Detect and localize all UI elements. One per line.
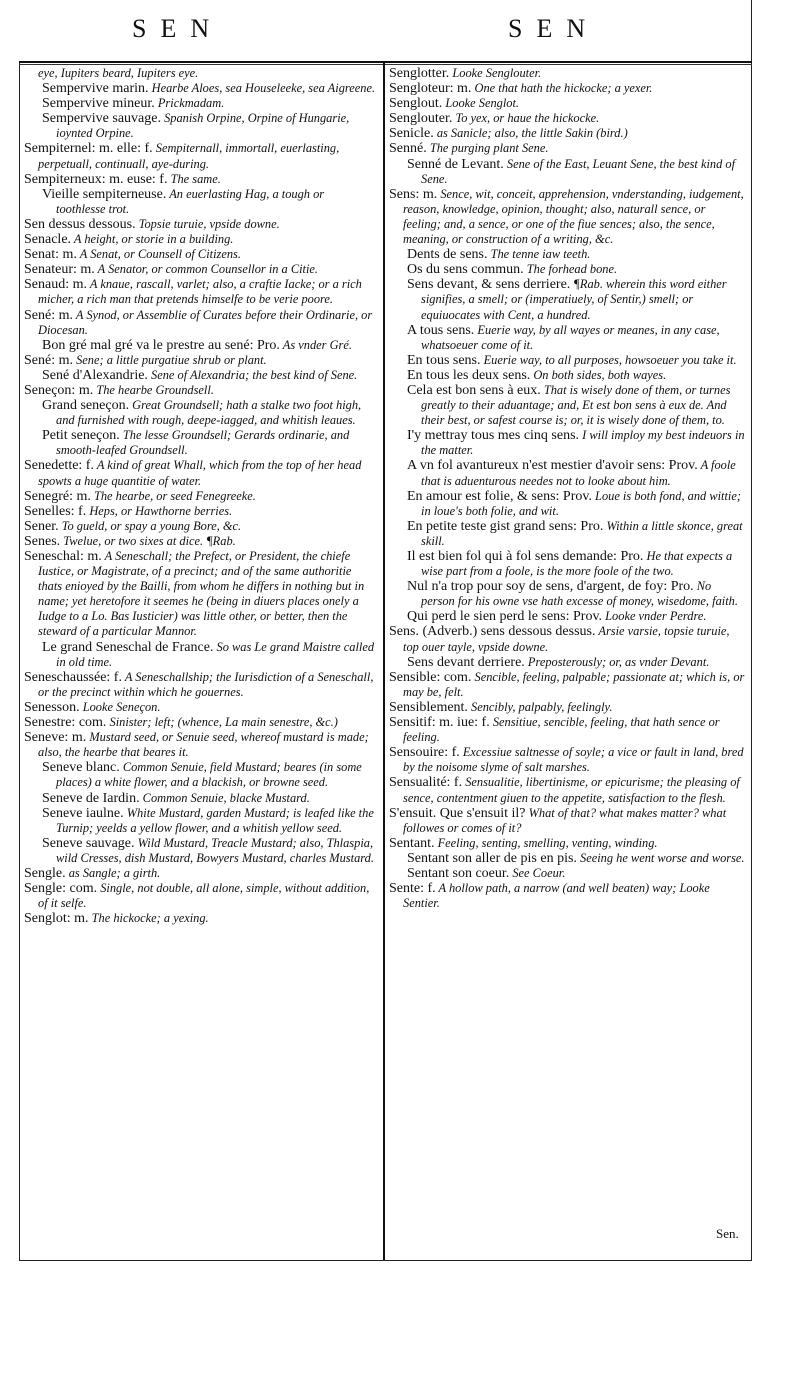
- dictionary-entry: [389, 262, 746, 277]
- dictionary-entry: [389, 323, 746, 353]
- entry-headword: Sené d'Alexandrie.: [42, 367, 148, 383]
- dictionary-entry: [24, 791, 376, 806]
- entry-definition: See Coeur.: [509, 865, 566, 880]
- entry-definition: The hearbe, or seed Fenegreeke.: [90, 488, 256, 503]
- entry-headword: Senné de Levant.: [407, 156, 504, 172]
- entry-definition: A Synod, or Assemblie of Curates before their Ordinarie, or Diocesan.: [38, 307, 373, 337]
- entry-definition: A hollow path, a narrow (and well beaten) way; Looke Sentier.: [403, 881, 710, 911]
- entry-definition: Spanish Orpine, Orpine of Hungarie, ioynted Orpine.: [56, 111, 350, 141]
- entry-definition: So was Le grand Maistre called in old time.: [56, 639, 375, 669]
- entry-definition: Loue is both fond, and wittie; in loue's both folie, and wit.: [421, 488, 741, 518]
- dictionary-entry: [24, 836, 376, 866]
- entry-headword: Sensiblement.: [389, 699, 468, 715]
- entry-headword: Sentant.: [389, 835, 435, 851]
- entry-definition: One that hath the hickocke; a yexer.: [471, 81, 653, 96]
- entry-definition: An euerlasting Hag, a tough or toothlesse trot.: [56, 186, 325, 216]
- entry-headword: Seneçon: m.: [24, 382, 94, 398]
- dictionary-entry: [389, 96, 746, 111]
- entry-definition: Common Senuie, field Mustard; beares (in some places) a white flower, and a blackish, or browne seed.: [56, 760, 362, 790]
- entry-headword: Bon gré mal gré va le prestre au sené: Pro.: [42, 337, 280, 353]
- entry-headword: Senesson.: [24, 699, 80, 715]
- entry-definition: The hickocke; a yexing.: [88, 911, 209, 926]
- dictionary-entry: [389, 836, 746, 851]
- entry-definition: What of that? what makes matter? what followes or comes of it?: [403, 805, 727, 835]
- entry-headword: Seneschal: m.: [24, 549, 102, 564]
- dictionary-entry: [24, 428, 376, 458]
- entry-definition: The lesse Groundsell; Gerards ordinarie, and smooth-leafed Groundsell.: [56, 428, 350, 458]
- entry-definition: A Seneschallship; the Iurisdiction of a Seneschall, or the precinct within which he gouernes.: [38, 669, 374, 699]
- dictionary-entry: [389, 700, 746, 715]
- dictionary-entry: [389, 579, 746, 609]
- dictionary-entry: [24, 806, 376, 836]
- dictionary-entry: [24, 308, 376, 338]
- dictionary-entry: [24, 353, 376, 368]
- dictionary-entry: [389, 353, 746, 368]
- entry-headword: Senelles: f.: [24, 503, 87, 519]
- entry-definition: Sene of Alexandria; the best kind of Sene.: [147, 367, 358, 382]
- entry-headword: Sempervive sauvage.: [42, 111, 161, 127]
- dictionary-entry: [389, 624, 746, 654]
- entry-definition: A Seneschall; the Prefect, or President, the chiefe Iustice, or Magistrate, of a precinct; and of the same authoritie thats enioyed by the Bailli, from whom he differs in nothing but in name; yet heretofore it seemes he (being in diuers places onely a Iudge to a Lo. Bas Iusticier) was little other, or better, then the steward of a particular Mannor.: [38, 549, 365, 639]
- entry-headword: Senglouter.: [389, 111, 453, 127]
- entry-definition: Single, not double, all alone, simple, without addition, of it selfe.: [38, 881, 370, 911]
- entry-headword: Sengloteur: m.: [389, 81, 472, 97]
- entry-definition: Preposterously; or, as vnder Devant.: [524, 654, 710, 669]
- dictionary-entry: [24, 96, 376, 111]
- left-frame-rule: [19, 62, 20, 1260]
- dictionary-entry: [389, 609, 746, 624]
- entry-definition: Hearbe Aloes, sea Houseleeke, sea Aigreene.: [148, 81, 376, 96]
- running-head-left: SEN: [132, 14, 224, 43]
- entry-headword: Vieille sempiterneuse.: [42, 186, 167, 202]
- entry-headword: Sensualité: f.: [389, 775, 463, 791]
- entry-headword: Seneve: m.: [24, 730, 87, 746]
- catchword: Sen.: [716, 1226, 739, 1241]
- entry-headword: Senacle.: [24, 232, 72, 248]
- entry-definition: Sensitiue, sencible, feeling, that hath sence or feeling.: [403, 715, 720, 745]
- dictionary-entry: [389, 428, 746, 458]
- dictionary-entry: [24, 187, 376, 217]
- entry-headword: Os du sens commun.: [407, 262, 524, 278]
- bottom-frame-rule: [19, 1260, 752, 1261]
- entry-definition: White Mustard, garden Mustard; is leafed like the Turnip; yeelds a yellow flower, and a whitish yellow seed.: [56, 805, 374, 835]
- entry-headword: Sempervive mineur.: [42, 96, 155, 112]
- entry-headword: Sens: m.: [389, 186, 438, 202]
- dictionary-entry: [24, 247, 376, 262]
- entry-definition: Looke Seneçon.: [79, 699, 161, 714]
- entry-definition: Sencibly, palpably, feelingly.: [467, 699, 613, 714]
- dictionary-entry: [24, 881, 376, 911]
- entry-headword: Sener.: [24, 518, 59, 534]
- dictionary-entry: [24, 519, 376, 534]
- entry-definition: Topsie turuie, vpside downe.: [135, 216, 280, 231]
- dictionary-entry: [24, 398, 376, 428]
- entry-headword: S'ensuit. Que s'ensuit il?: [389, 805, 526, 821]
- entry-definition: Sene; a little purgatiue shrub or plant.: [73, 352, 267, 367]
- entry-headword: I'y mettray tous mes cinq sens.: [407, 428, 580, 444]
- entry-headword: Le grand Seneschal de France.: [42, 639, 214, 655]
- entry-definition: A Senat, or Counsell of Citizens.: [76, 247, 241, 262]
- entry-headword: Sené: m.: [24, 307, 73, 323]
- dictionary-entry: [389, 549, 746, 579]
- entry-headword: Sené: m.: [24, 352, 73, 368]
- dictionary-entry: [389, 66, 746, 81]
- left-column: [24, 66, 376, 926]
- dictionary-entry: [24, 700, 376, 715]
- dictionary-entry: [389, 715, 746, 745]
- entry-headword: En tous les deux sens.: [407, 367, 531, 383]
- entry-headword: Sempervive marin.: [42, 81, 149, 97]
- entry-definition: I will imploy my best indeuors in the matter.: [421, 428, 745, 458]
- entry-headword: En tous sens.: [407, 352, 481, 368]
- dictionary-entry: [389, 141, 746, 156]
- entry-definition: Looke vnder Perdre.: [602, 609, 707, 624]
- dictionary-entry: [389, 489, 746, 519]
- entry-headword: A tous sens.: [407, 322, 475, 338]
- entry-definition: Sensualitie, libertinisme, or epicurisme; the pleasing of sence, contentment giuen to the appetite, satisfaction to the flesh.: [403, 775, 740, 805]
- dictionary-entry: [24, 760, 376, 790]
- dictionary-entry: [389, 655, 746, 670]
- entry-headword: Sente: f.: [389, 881, 436, 897]
- right-frame-rule: [751, 0, 752, 1260]
- entry-headword: Sensouire: f.: [389, 745, 460, 761]
- entry-definition: Sence, wit, conceit, apprehension, vnderstanding, iudgement, reason, knowledge, opinion, thought; also, naturall sence, or feeling; and, a sence, or one of the fiue sences; also, the sence, meaning, or construction of a writing, &c.: [403, 186, 744, 247]
- entry-definition: A knaue, rascall, varlet; also, a craftie Iacke; or a rich micher, a rich man that pretends himselfe to be verie poore.: [38, 277, 362, 307]
- entry-headword: Senat: m.: [24, 247, 77, 263]
- entry-headword: Sengle: com.: [24, 881, 98, 897]
- entry-definition: Looke Senglouter.: [449, 66, 542, 80]
- entry-definition: The tenne iaw teeth.: [487, 247, 591, 262]
- entry-headword: Sentant son aller de pis en pis.: [407, 850, 577, 866]
- entry-definition: Common Senuie, blacke Mustard.: [139, 790, 310, 805]
- dictionary-entry: [24, 383, 376, 398]
- entry-headword: Seneve de Iardin.: [42, 790, 140, 806]
- dictionary-entry: [389, 458, 746, 488]
- entry-headword: Sensitif: m. iue: f.: [389, 715, 490, 731]
- entry-headword: Senglotter.: [389, 66, 450, 81]
- entry-definition: A height, or storie in a building.: [71, 232, 234, 247]
- dictionary-entry: [24, 534, 376, 549]
- dictionary-entry: [24, 715, 376, 730]
- entry-definition: Sene of the East, Leuant Sene, the best kind of Sene.: [421, 156, 736, 186]
- dictionary-entry: [24, 504, 376, 519]
- entry-headword: A vn fol avantureux n'est mestier d'avoir sens: Prov.: [407, 458, 698, 474]
- entry-headword: Il est bien fol qui à fol sens demande: Pro.: [407, 549, 644, 564]
- entry-definition: The purging plant Sene.: [426, 141, 549, 156]
- entry-definition: Within a little skonce, great skill.: [421, 518, 743, 548]
- entry-headword: Seneve sauvage.: [42, 835, 135, 851]
- entry-definition: A kind of great Whall, which from the top of her head spowts a huge quantitie of water.: [38, 458, 362, 488]
- entry-headword: Senicle.: [389, 126, 434, 142]
- entry-headword: En amour est folie, & sens: Prov.: [407, 488, 592, 504]
- entry-headword: Sens devant derriere.: [407, 654, 525, 670]
- entry-headword: En petite teste gist grand sens: Pro.: [407, 518, 604, 534]
- entry-headword: Grand seneçon.: [42, 398, 130, 414]
- entry-headword: Senglout.: [389, 96, 443, 112]
- dictionary-entry: [24, 81, 376, 96]
- entry-definition: as Sangle; a girth.: [65, 865, 161, 880]
- entry-headword: Senateur: m.: [24, 262, 95, 278]
- header-rule: [19, 61, 752, 63]
- dictionary-entry: [24, 141, 376, 171]
- entry-headword: Nul n'a trop pour soy de sens, d'argent, de foy: Pro.: [407, 579, 694, 595]
- entry-headword: Sens. (Adverb.) sens dessous dessus.: [389, 624, 596, 640]
- entry-headword: Senestre: com.: [24, 715, 107, 731]
- entry-definition: eye, Iupiters beard, Iupiters eye.: [38, 66, 199, 80]
- entry-headword: Seneve blanc.: [42, 760, 120, 776]
- entry-definition: Looke Senglot.: [442, 96, 520, 111]
- dictionary-entry: [389, 111, 746, 126]
- entry-definition: To gueld, or spay a young Bore, &c.: [58, 518, 242, 533]
- entry-definition: Arsie varsie, topsie turuie, top ouer tayle, vpside downe.: [403, 624, 730, 654]
- entry-definition: A Senator, or common Counsellor in a Citie.: [94, 262, 319, 277]
- dictionary-entry: [24, 262, 376, 277]
- dictionary-entry: [389, 866, 746, 881]
- dictionary-entry: [389, 806, 746, 836]
- entry-definition: He that expects a wise part from a foole, is the more foole of the two.: [421, 549, 733, 579]
- entry-headword: Sentant son coeur.: [407, 865, 510, 881]
- entry-headword: Sen dessus dessous.: [24, 216, 136, 232]
- dictionary-entry: [389, 81, 746, 96]
- header-rule-thin: [19, 64, 752, 65]
- entry-headword: Senglot: m.: [24, 911, 89, 927]
- entry-definition: Excessiue saltnesse of soyle; a vice or fault in land, bred by the noisome slyme of salt marshes.: [403, 745, 744, 775]
- entry-headword: Sempiterneux: m. euse: f.: [24, 171, 168, 187]
- dictionary-entry: [24, 277, 376, 307]
- entry-definition: Mustard seed, or Senuie seed, whereof mustard is made; also, the hearbe that beares it.: [38, 730, 369, 760]
- right-column: [389, 66, 746, 911]
- dictionary-entry: [389, 745, 746, 775]
- dictionary-entry: [24, 911, 376, 926]
- entry-headword: Sensible: com.: [389, 669, 472, 685]
- dictionary-entry: [389, 187, 746, 247]
- entry-headword: Petit seneçon.: [42, 428, 120, 444]
- entry-headword: Seneve iaulne.: [42, 805, 124, 821]
- dictionary-entry: [24, 368, 376, 383]
- dictionary-entry: [24, 217, 376, 232]
- entry-headword: Seneschaussée: f.: [24, 669, 122, 685]
- entry-definition: The same.: [167, 171, 221, 186]
- dictionary-entry: [24, 232, 376, 247]
- dictionary-entry: [389, 881, 746, 911]
- entry-headword: Senaud: m.: [24, 277, 87, 293]
- dictionary-entry: [389, 775, 746, 805]
- entry-definition: Sinister; left; (whence, La main senestre, &c.): [106, 715, 338, 730]
- entry-definition: On both sides, both wayes.: [530, 367, 667, 382]
- entry-headword: Senné.: [389, 141, 427, 157]
- dictionary-entry: [389, 383, 746, 428]
- dictionary-entry: [389, 519, 746, 549]
- entry-definition: Feeling, senting, smelling, venting, winding.: [434, 835, 658, 850]
- entry-headword: Cela est bon sens à eux.: [407, 382, 541, 398]
- dictionary-entry: [389, 126, 746, 141]
- entry-definition: That is wisely done of them, or turnes greatly to their aduantage; and, Et est bon sens à eux de. And their best, or safest course is; or, it is wisely done of them, to.: [421, 382, 731, 428]
- dictionary-entry: [24, 489, 376, 504]
- dictionary-entry: [389, 277, 746, 322]
- entry-definition: Heps, or Hawthorne berries.: [86, 503, 233, 518]
- entry-definition: The forhead bone.: [523, 262, 618, 277]
- dictionary-entry: [389, 368, 746, 383]
- dictionary-entry: [389, 851, 746, 866]
- entry-definition: Sencible, feeling, palpable; passionate at; which is, or may be, felt.: [403, 669, 745, 699]
- entry-definition: as Sanicle; also, the little Sakin (bird.): [433, 126, 628, 141]
- entry-definition: Seeing he went worse and worse.: [576, 850, 745, 865]
- entry-headword: Qui perd le sien perd le sens: Prov.: [407, 609, 603, 625]
- entry-headword: Sens devant, & sens derriere.: [407, 277, 571, 293]
- entry-headword: Senegré: m.: [24, 488, 91, 504]
- entry-definition: As vnder Gré.: [279, 337, 352, 352]
- entry-definition: Prickmadam.: [154, 96, 225, 111]
- entry-headword: Sengle.: [24, 865, 66, 881]
- entry-definition: Euerie way, by all wayes or meanes, in any case, whatsoeuer come of it.: [421, 322, 720, 352]
- dictionary-entry: [24, 458, 376, 488]
- dictionary-entry: [24, 549, 376, 640]
- column-divider: [383, 62, 385, 1260]
- entry-definition: Twelue, or two sixes at dice. ¶Rab.: [60, 533, 236, 548]
- entry-definition: A foole that is aduenturous needes not to looke about him.: [421, 458, 736, 488]
- entry-definition: To yex, or haue the hickocke.: [452, 111, 600, 126]
- entry-definition: The hearbe Groundsell.: [93, 382, 214, 397]
- entry-definition: Euerie way, to all purposes, howsoeuer you take it.: [480, 352, 737, 367]
- entry-headword: Sempiternel: m. elle: f.: [24, 141, 153, 157]
- dictionary-entry: [24, 172, 376, 187]
- entry-headword: Senes.: [24, 533, 61, 549]
- entry-definition: Wild Mustard, Treacle Mustard; also, Thlaspia, wild Cresses, dish Mustard, Bowyers Mustard, charles Mustard.: [56, 835, 374, 865]
- entry-definition: ¶Rab. wherein this word either signifies, a smell; or (imperatiuely, of Sentir,) smell; or equiuocates with Cent, a hundred.: [421, 277, 727, 322]
- running-head-right: SEN: [508, 14, 600, 43]
- dictionary-entry: [24, 866, 376, 881]
- dictionary-entry: [24, 640, 376, 670]
- dictionary-entry: [389, 670, 746, 700]
- dictionary-entry: [24, 66, 376, 81]
- dictionary-entry: [24, 730, 376, 760]
- entry-definition: No person for his owne vse hath excesse of money, wisedome, faith.: [421, 579, 738, 609]
- entry-definition: Sempiternall, immortall, euerlasting, perpetuall, continuall, aye-during.: [38, 141, 340, 171]
- dictionary-entry: [389, 247, 746, 262]
- entry-headword: Dents de sens.: [407, 247, 488, 263]
- dictionary-entry: [389, 157, 746, 187]
- dictionary-entry: [24, 338, 376, 353]
- dictionary-entry: [24, 670, 376, 700]
- dictionary-entry: [24, 111, 376, 141]
- entry-headword: Senedette: f.: [24, 458, 94, 474]
- entry-definition: Great Groundsell; hath a stalke two foot high, and furnished with rough, deepe-iagged, and whitish leaues.: [56, 398, 362, 428]
